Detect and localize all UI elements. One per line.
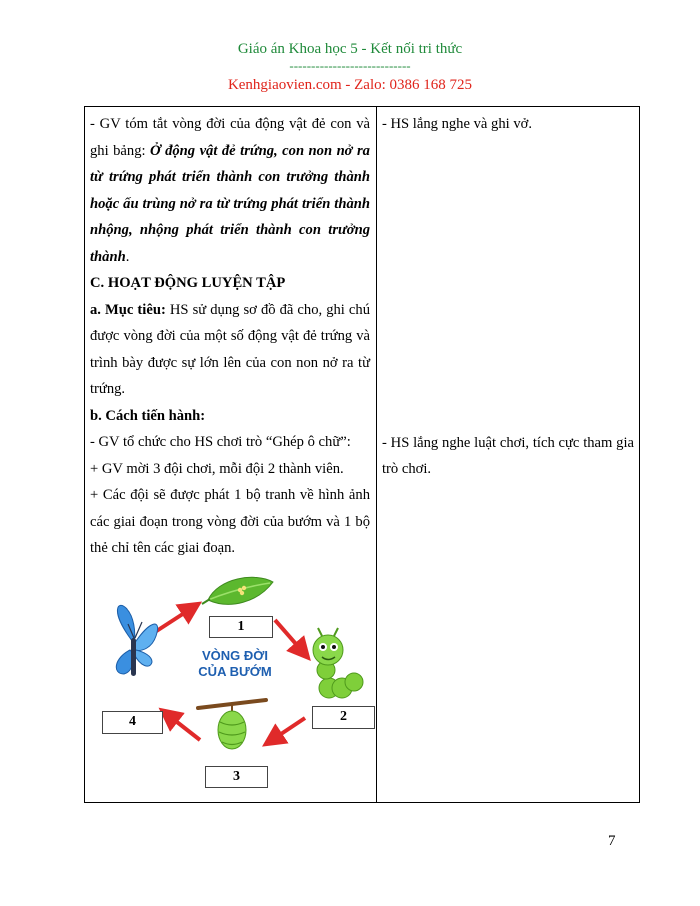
arrow-3-to-4: [168, 715, 200, 740]
summary-bold-text: Ở động vật đẻ trứng, con non nở ra từ trứng phát triển thành con trưởng thành hoặc ấu trùng nở ra từ trứng phát triển thành nhộng, nhộng phát triển thành con trưởng thành: [90, 142, 370, 265]
page-number: 7: [608, 833, 616, 849]
goal-label: a. Mục tiêu:: [90, 301, 166, 318]
method-heading: b. Cách tiến hành:: [90, 407, 206, 424]
caterpillar-icon: [313, 628, 363, 698]
step-2: + GV mời 3 đội chơi, mỗi đội 2 thành viên.: [90, 460, 344, 477]
student-response-1: - HS lắng nghe và ghi vở.: [382, 116, 532, 132]
stage-card-3[interactable]: 3: [205, 766, 268, 788]
butterfly-life-cycle-diagram: [90, 570, 380, 785]
step-3: + Các đội sẽ được phát 1 bộ tranh về hình ảnh các giai đoạn trong vòng đời của bướm và 1 bộ thẻ chỉ tên các giai đoạn.: [90, 487, 370, 556]
header-title: Giáo án Khoa học 5 - Kết nối tri thức: [237, 41, 463, 57]
header-site[interactable]: Kenhgiaovien.com - Zalo: 0386 168 725: [227, 77, 473, 93]
student-response-2: - HS lắng nghe luật chơi, tích cực tham gia trò chơi.: [382, 434, 634, 477]
step-1: - GV tổ chức cho HS chơi trò “Ghép ô chữ”:: [90, 434, 351, 450]
section-c-heading: C. HOẠT ĐỘNG LUYỆN TẬP: [90, 275, 286, 291]
leaf-eggs-icon: [202, 577, 273, 604]
stage-card-2[interactable]: 2: [312, 706, 375, 729]
arrow-2-to-3: [272, 718, 305, 740]
teacher-column: [85, 107, 377, 803]
butterfly-icon: [116, 605, 157, 676]
goal-paragraph: a. Mục tiêu: HS sử dụng sơ đồ đã cho, ghi chú được vòng đời của một số động vật đẻ trứng và trình bày được sự lớn lên của con non nở ra từ trứng.: [90, 301, 370, 397]
arrow-4-to-1: [155, 608, 192, 632]
header-divider: ----------------------------: [289, 58, 411, 73]
chrysalis-icon: [198, 700, 266, 749]
stage-card-4[interactable]: 4: [102, 711, 163, 734]
lesson-table: [84, 106, 640, 803]
summary-paragraph: - GV tóm tắt vòng đời của động vật đẻ con và ghi bảng: Ở động vật đẻ trứng, con non nở ra từ trứng phát triển thành con trưởng thành hoặc ấu trùng nở ra từ trứng phát triển thành nhộng, nhộng phát triển thành con trưởng thành.: [90, 116, 370, 265]
cycle-title: VÒNG ĐỜI CỦA BƯỚM: [198, 647, 272, 679]
stage-card-1[interactable]: 1: [209, 616, 273, 638]
student-column: [377, 107, 640, 803]
